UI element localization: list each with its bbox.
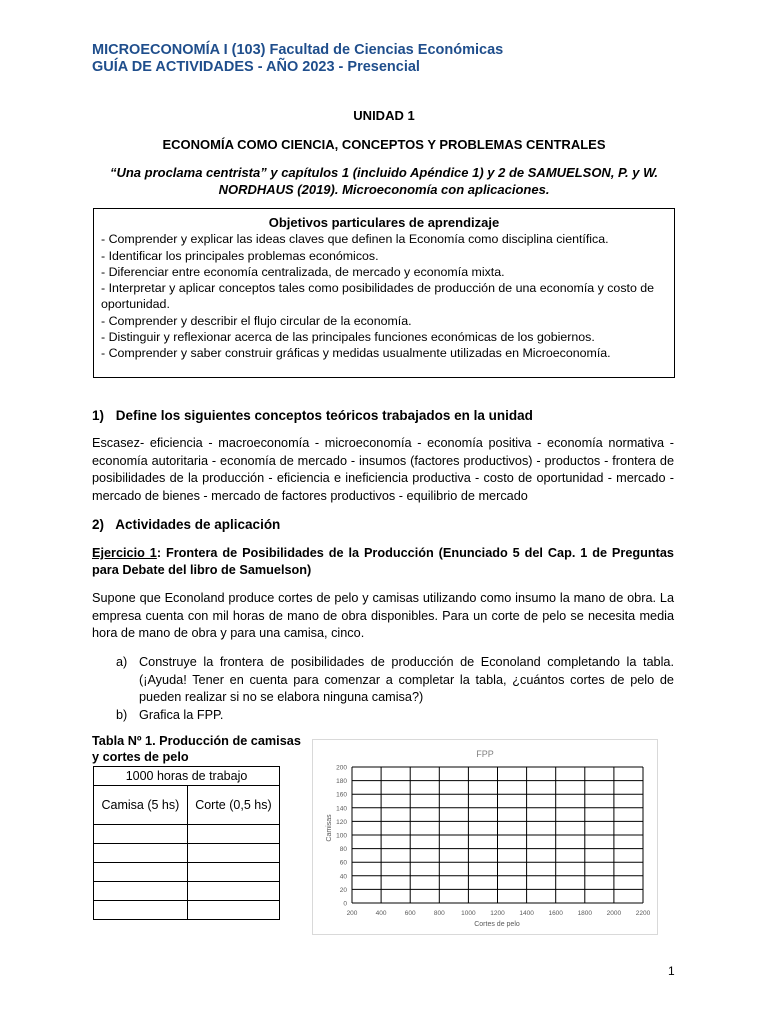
reference-line-2: NORDHAUS (2019). Microeconomía con aplicaciones. xyxy=(218,182,550,197)
chart-x-tick-label: 200 xyxy=(346,910,358,917)
chart-y-tick-label: 180 xyxy=(336,778,347,786)
chart-y-tick-label: 160 xyxy=(336,791,347,799)
table-header: 1000 horas de trabajo xyxy=(94,767,280,786)
exercise-1-items xyxy=(116,654,674,724)
exercise-1-label: Ejercicio 1 xyxy=(92,546,157,560)
chart-y-tick-label: 40 xyxy=(339,873,347,881)
table-caption: Tabla Nº 1. Producción de camisas y cortes de pelo xyxy=(92,734,301,764)
column-header-corte: Corte (0,5 hs) xyxy=(187,786,279,825)
header-line-2: GUÍA DE ACTIVIDADES - AÑO 2023 - Presencial xyxy=(92,59,420,75)
list-item-text: Construye la frontera de posibilidades de producción de Econoland completando la tabla. (¡Ayuda! Tener en cuenta para comenzar a completar la tabla, ¿cuántos cortes de pelo de pueden realizar si no se elabora ninguna camisa?) xyxy=(139,655,674,704)
table-row xyxy=(94,901,280,920)
chart-x-tick-label: 2200 xyxy=(635,910,651,917)
section-2-title: Actividades de aplicación xyxy=(115,517,281,532)
chart-x-tick-label: 400 xyxy=(375,910,387,917)
chart-y-tick-label: 0 xyxy=(343,900,347,908)
fpp-chart-svg xyxy=(313,740,657,934)
section-1-heading xyxy=(92,408,533,423)
exercise-1-heading xyxy=(92,545,674,579)
list-item-text: Grafica la FPP. xyxy=(139,707,224,722)
table-row xyxy=(94,882,280,901)
chart-y-axis-label: Camisas xyxy=(326,814,333,842)
table-cell[interactable] xyxy=(187,863,279,882)
objective-item: - Distinguir y reflexionar acerca de las principales funciones económicas de los gobiernos. xyxy=(101,330,595,345)
table-row xyxy=(94,863,280,882)
production-table xyxy=(93,766,280,920)
unit-subtitle: ECONOMÍA COMO CIENCIA, CONCEPTOS Y PROBLEMAS CENTRALES xyxy=(162,137,606,152)
list-item-label: b) xyxy=(116,707,128,722)
objective-item: - Interpretar y aplicar conceptos tales como posibilidades de producción de una economía y costo de oportunidad. xyxy=(101,281,655,312)
concepts-list: Escasez- eficiencia - macroeconomía - microeconomía - economía positiva - economía normativa - economía autoritaria - economía de mercado - insumos (factores productivos) - productos - frontera de posibilidades de la producción - eficiencia e ineficiencia productiva - costo de oportunidad - mercado - mercado de bienes - mercado de factores productivos - equilibrio de mercado xyxy=(92,436,674,503)
chart-x-axis-label: Cortes de pelo xyxy=(474,921,520,928)
document-header xyxy=(92,42,503,76)
table-row xyxy=(94,825,280,844)
section-2-number: 2) xyxy=(92,517,105,532)
objectives-box xyxy=(93,208,675,378)
chart-y-tick-label: 60 xyxy=(339,859,347,867)
list-item xyxy=(116,654,674,707)
table-cell[interactable] xyxy=(94,825,188,844)
table-cell[interactable] xyxy=(94,844,188,863)
objectives-title: Objetivos particulares de aprendizaje xyxy=(268,215,500,230)
chart-x-tick-label: 600 xyxy=(404,910,416,917)
section-2-heading xyxy=(92,517,280,532)
objective-item: - Comprender y explicar las ideas claves que definen la Economía como disciplina científica. xyxy=(101,232,609,247)
chart-y-tick-label: 200 xyxy=(336,764,347,772)
exercise-1-title: : Frontera de Posibilidades de la Producción (Enunciado 5 del Cap. 1 de Preguntas para Debate del libro de Samuelson) xyxy=(92,546,674,577)
section-1-title: Define los siguientes conceptos teóricos trabajados en la unidad xyxy=(115,408,533,423)
table-cell[interactable] xyxy=(94,901,188,920)
chart-y-tick-label: 100 xyxy=(336,832,347,840)
table-cell[interactable] xyxy=(187,825,279,844)
list-item-label: a) xyxy=(116,655,128,669)
reference-line-1: “Una proclama centrista” y capítulos 1 (incluido Apéndice 1) y 2 de SAMUELSON, P. y W. xyxy=(109,165,659,180)
page-number: 1 xyxy=(668,964,675,978)
list-item xyxy=(116,707,674,725)
table-cell[interactable] xyxy=(94,882,188,901)
chart-y-tick-label: 20 xyxy=(339,886,347,894)
unit-title: UNIDAD 1 xyxy=(353,108,415,123)
table-cell[interactable] xyxy=(94,863,188,882)
chart-x-tick-label: 1400 xyxy=(519,910,534,917)
exercise-1-statement: Supone que Econoland produce cortes de pelo y camisas utilizando como insumo la mano de obra. La empresa cuenta con mil horas de mano de obra disponibles. Para un corte de pelo se necesita media hora de mano de obra y para una camisa, cinco. xyxy=(92,591,674,640)
chart-y-tick-label: 120 xyxy=(336,818,347,826)
chart-y-tick-label: 140 xyxy=(336,805,347,813)
objective-item: - Comprender y describir el flujo circular de la economía. xyxy=(101,313,412,328)
header-line-1: MICROECONOMÍA I (103) Facultad de Ciencias Económicas xyxy=(92,42,504,58)
chart-x-tick-label: 1600 xyxy=(548,910,563,917)
unit-reference xyxy=(92,164,676,198)
objective-item: - Diferenciar entre economía centralizada, de mercado y economía mixta. xyxy=(101,264,505,279)
table-row xyxy=(94,844,280,863)
objective-item: - Identificar los principales problemas económicos. xyxy=(101,248,379,263)
chart-x-tick-label: 1000 xyxy=(461,910,476,917)
chart-y-tick-label: 80 xyxy=(339,846,347,854)
chart-x-tick-label: 2000 xyxy=(606,910,622,917)
section-1-number: 1) xyxy=(92,408,105,423)
chart-title: FPP xyxy=(476,749,494,759)
chart-x-tick-label: 800 xyxy=(433,910,445,917)
chart-x-tick-label: 1200 xyxy=(490,910,505,917)
column-header-camisa: Camisa (5 hs) xyxy=(94,786,188,825)
chart-x-tick-label: 1800 xyxy=(577,910,593,917)
table-cell[interactable] xyxy=(187,882,279,901)
fpp-chart xyxy=(312,739,658,935)
table-cell[interactable] xyxy=(187,844,279,863)
objective-item: - Comprender y saber construir gráficas y medidas usualmente utilizadas en Microeconomía. xyxy=(101,346,611,361)
table-cell[interactable] xyxy=(187,901,279,920)
